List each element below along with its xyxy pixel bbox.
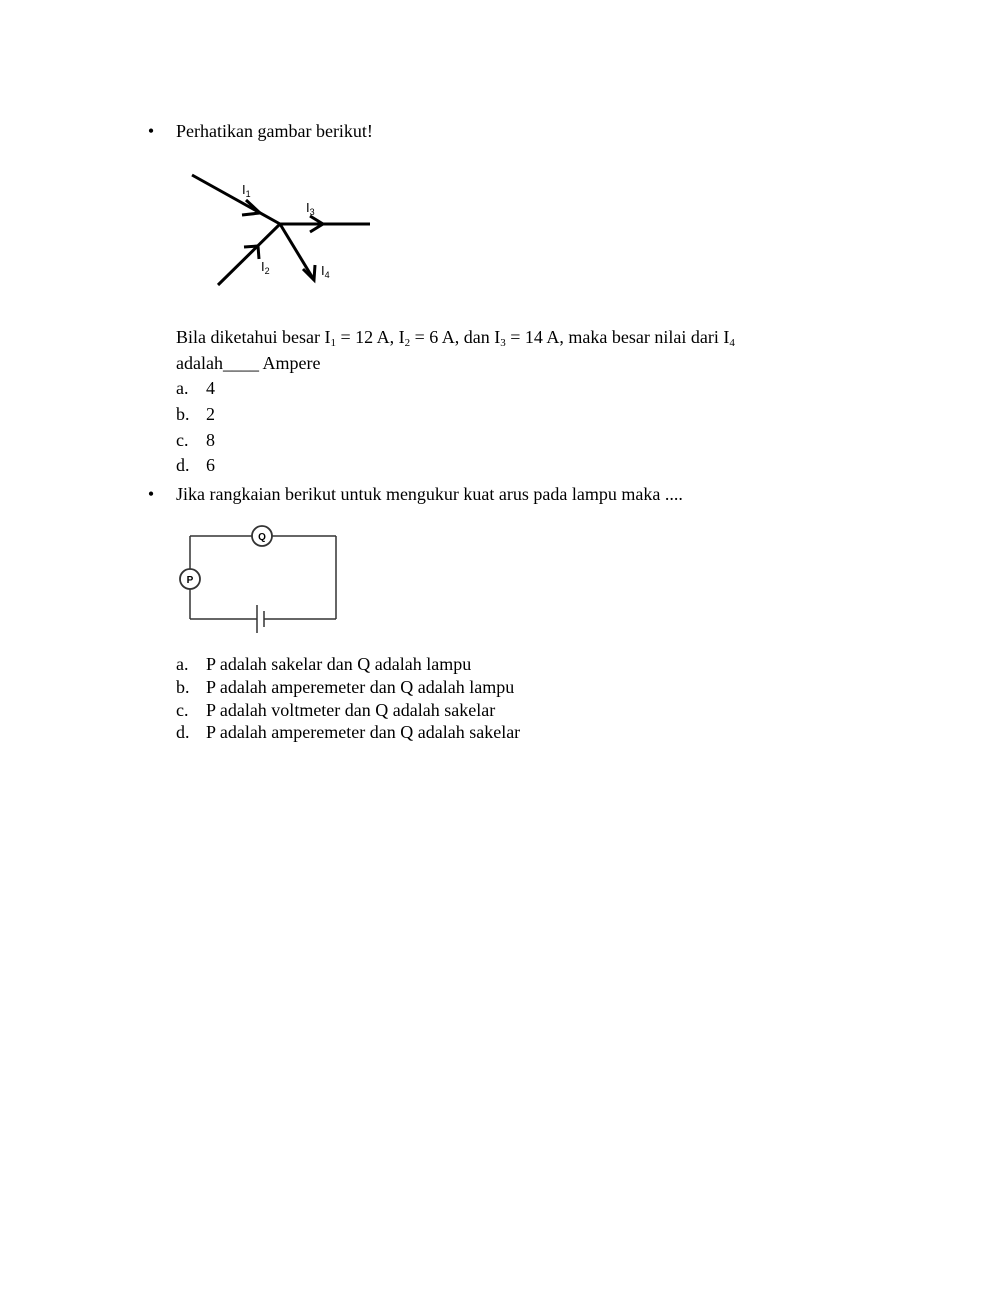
option-text: P adalah sakelar dan Q adalah lampu xyxy=(206,654,472,674)
question1-option-a[interactable] xyxy=(176,376,215,400)
component-q-label: Q xyxy=(258,532,266,543)
question1-stem-line2: adalah____ Ampere xyxy=(176,353,321,373)
question1-stem-line1: Bila diketahui besar $I_1 = 12$ A, $I_2 = 6$ A, dan $I_3 = 14$ A, maka besar nilai dari $I_4$ xyxy=(176,327,735,349)
wire-i1 xyxy=(192,175,280,224)
wire-i4 xyxy=(280,224,314,280)
bullet-marker: • xyxy=(147,121,155,141)
option-letter: d. xyxy=(176,722,190,742)
option-text: 2 xyxy=(206,404,215,424)
option-letter: c. xyxy=(176,700,189,720)
option-text: 6 xyxy=(206,455,215,475)
option-text: P adalah amperemeter dan Q adalah lampu xyxy=(206,677,515,697)
question1-option-b[interactable] xyxy=(176,402,215,426)
option-text: 4 xyxy=(206,378,215,398)
question1-prompt: Perhatikan gambar berikut! xyxy=(176,121,373,141)
question2-option-c[interactable] xyxy=(176,698,495,722)
option-letter: c. xyxy=(176,430,189,450)
question2-option-d[interactable] xyxy=(176,720,520,744)
component-p-label: P xyxy=(186,575,194,586)
option-text: P adalah amperemeter dan Q adalah sakelar xyxy=(206,722,521,742)
option-letter: a. xyxy=(176,378,189,398)
circuit-diagram xyxy=(175,520,345,640)
question2-option-a[interactable] xyxy=(176,652,471,676)
option-letter: d. xyxy=(176,455,190,475)
question1-option-d[interactable] xyxy=(176,453,215,477)
bullet-marker: • xyxy=(147,484,155,504)
label-i4: $I_4$ xyxy=(321,263,330,280)
label-i1: $I_1$ xyxy=(242,182,251,199)
label-i2: $I_2$ xyxy=(261,259,270,276)
option-letter: b. xyxy=(176,404,190,424)
label-i3: $I_3$ xyxy=(306,200,315,217)
wire-i2 xyxy=(218,224,280,285)
option-letter: b. xyxy=(176,677,190,697)
question1-option-c[interactable] xyxy=(176,428,215,452)
current-junction-diagram xyxy=(180,165,380,295)
question2-prompt: Jika rangkaian berikut untuk mengukur kuat arus pada lampu maka .... xyxy=(176,484,683,504)
option-letter: a. xyxy=(176,654,189,674)
option-text: P adalah voltmeter dan Q adalah sakelar xyxy=(206,700,496,720)
option-text: 8 xyxy=(206,430,215,450)
question2-option-b[interactable] xyxy=(176,675,514,699)
